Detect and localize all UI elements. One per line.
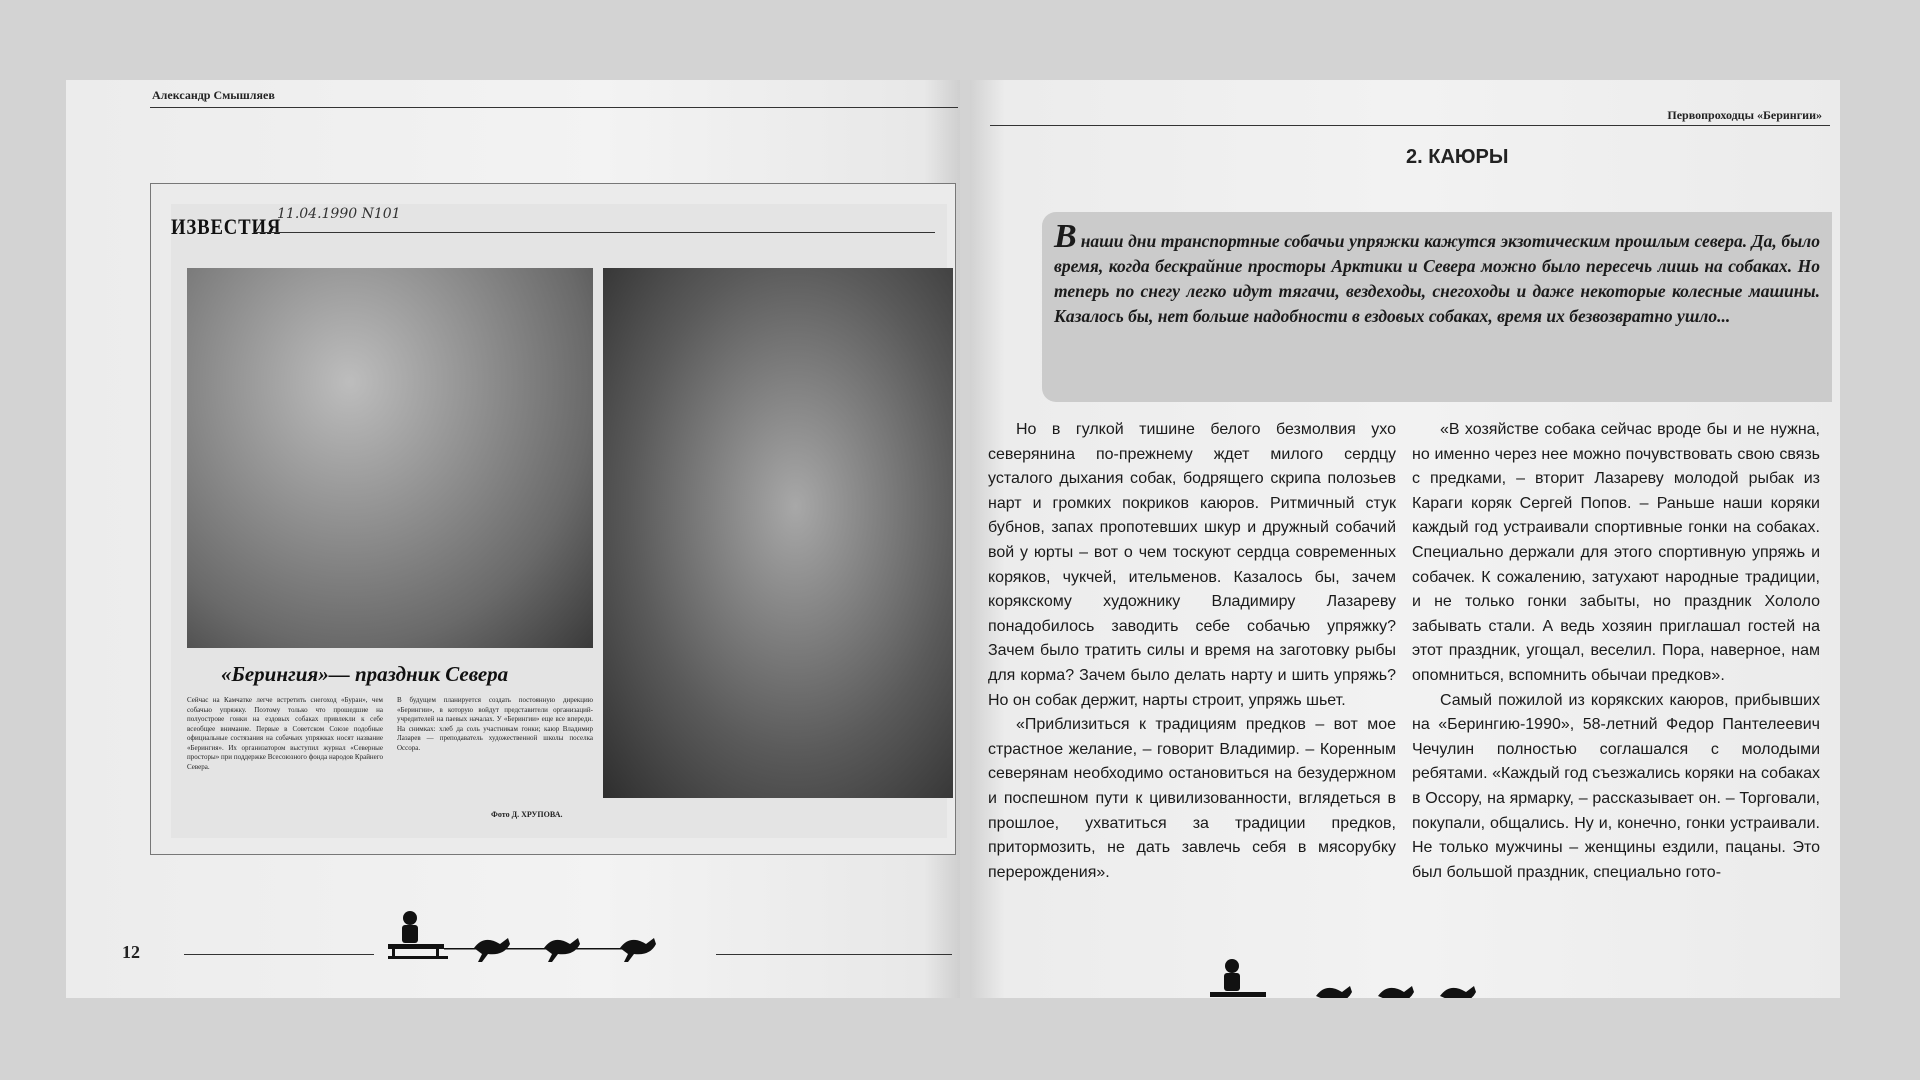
clipping-headline: «Берингия»— праздник Севера [221,662,509,686]
lead-paragraph-box [1042,212,1832,402]
paragraph: «Приблизиться к традициям предков – вот мое страстное желание, – говорит Владимир. – Коренным северянам необходимо остановиться на безудержном и поспешном пути к цивилизованности, вглядеться в прошлое, ухватиться за традиции предков, притормозить, не дать завлечь себя в мясорубку перерождения». [988,716,1396,881]
header-rule [150,107,958,108]
paragraph: Но в гулкой тишине белого безмолвия ухо северянина по-прежнему ждет милого сердцу усталого дыхания собак, бодрящего скрипа полозьев нарт и громких покриков каюров. Ритмичный стук бубнов, запах пропотевших шкур и дружный собачий вой у юрты – вот о чем тоскуют сердца современных коряков, чукчей, ительменов. Казалось бы, зачем корякскому художнику Владимиру Лазареву понадобилось заводить себе собачью упряжку? Зачем было тратить силы и время на заготовку рыбы для корма? Зачем было делать нарту и шить упряжь? Но он собак держит, нарты строит, упряжь шьет. [988,421,1396,709]
footer-rule-left [184,954,374,955]
photo-credit: Фото Д. ХРУПОВА. [491,810,563,819]
clipping-column-2: В будущем планируется создать постоянную дирекцию «Берингии», в которую войдут представители организаций-учредителей на паевых началах. У «Берингии» еще все впереди. На снимках: хлеб да соль участникам гонки; каюр Владимир Лазарев — преподаватель художественной школы поселка Оссора. [397,696,593,752]
paragraph: «В хозяйстве собака сейчас вроде бы и не нужна, но именно через нее можно почувствовать свою связь с предками, – вторит Лазареву молодой рыбак из Караги коряк Сергей Попов. – Раньше наши коряки каждый год устраивали спортивные гонки на собаках. Специально держали для этого спортивную упряжь и собачек. К сожалению, затухают народные традиции, и не только гонки забыты, но праздник Хололо забывать стали. А ведь хозяин приглашал гостей на этот праздник, угощал, веселил. Пора, наверное, нам опомниться, вспомнить обычаи предков». [1412,421,1820,684]
newspaper-masthead: ИЗВЕСТИЯ [171,214,282,239]
photo-musher-portrait [603,268,953,798]
header-rule [990,125,1830,126]
paragraph: Самый пожилой из корякских каюров, прибывших на «Берингию-1990», 58-летний Федор Пантелеевич Чечулин полностью соглашался с молодыми ребятами. «Каждый год съезжались коряки на собаках в Оссору, на ярмарку, – рассказывает он. – Торговали, покупали, общались. Ну и, конечно, гонки устраивали. Не только мужчины – женщины ездили, пацаны. Это был большой праздник, специально гото- [1412,691,1820,881]
right-running-head: Первопроходцы «Берингии» [1667,108,1822,122]
lead-paragraph [1054,218,1820,329]
chapter-title: 2. КАЮРЫ [1406,146,1509,168]
right-page [970,80,1840,998]
footer-rule-right [716,954,952,955]
text-column-2 [1412,418,1820,885]
drop-cap: В [1054,218,1077,255]
page-number: 12 [122,942,140,962]
photo-festival-crowd [187,268,593,648]
text-column-1 [988,418,1396,885]
clipping-rule [255,232,935,233]
handwritten-date: 11.04.1990 N101 [277,206,401,222]
left-running-head: Александр Смышляев [152,88,275,102]
dog-sled-icon [384,908,696,968]
clipping-column-1: Сейчас на Камчатке легче встретить снегоход «Буран», чем собачью упряжку. Поэтому только что прошедшие на полуострове гонки на ездовых собаках привлекли к себе всеобщее внимание. Первые в Советском Союзе подобные официальные состязания на собачьих упряжках носят название «Берингия». Их организатором выступил журнал «Северные просторы» при поддержке Всесоюзного фонда народов Крайнего Севера. [187,696,383,771]
clipping-content [171,204,947,838]
left-page [66,80,960,998]
newspaper-clipping [150,183,956,855]
dog-sled-icon [1206,956,1506,998]
lead-text: наши дни транспортные собачьи упряжки кажутся экзотическим прошлым севера. Да, было время, когда бескрайние просторы Арктики и Севера можно было пересечь лишь на собаках. Но теперь по снегу легко идут тягачи, вездеходы, снегоходы и даже некоторые колесные машины. Казалось бы, нет больше надобности в ездовых собаках, время их безвозвратно ушло... [1054,231,1820,326]
book-spread [66,80,1840,998]
